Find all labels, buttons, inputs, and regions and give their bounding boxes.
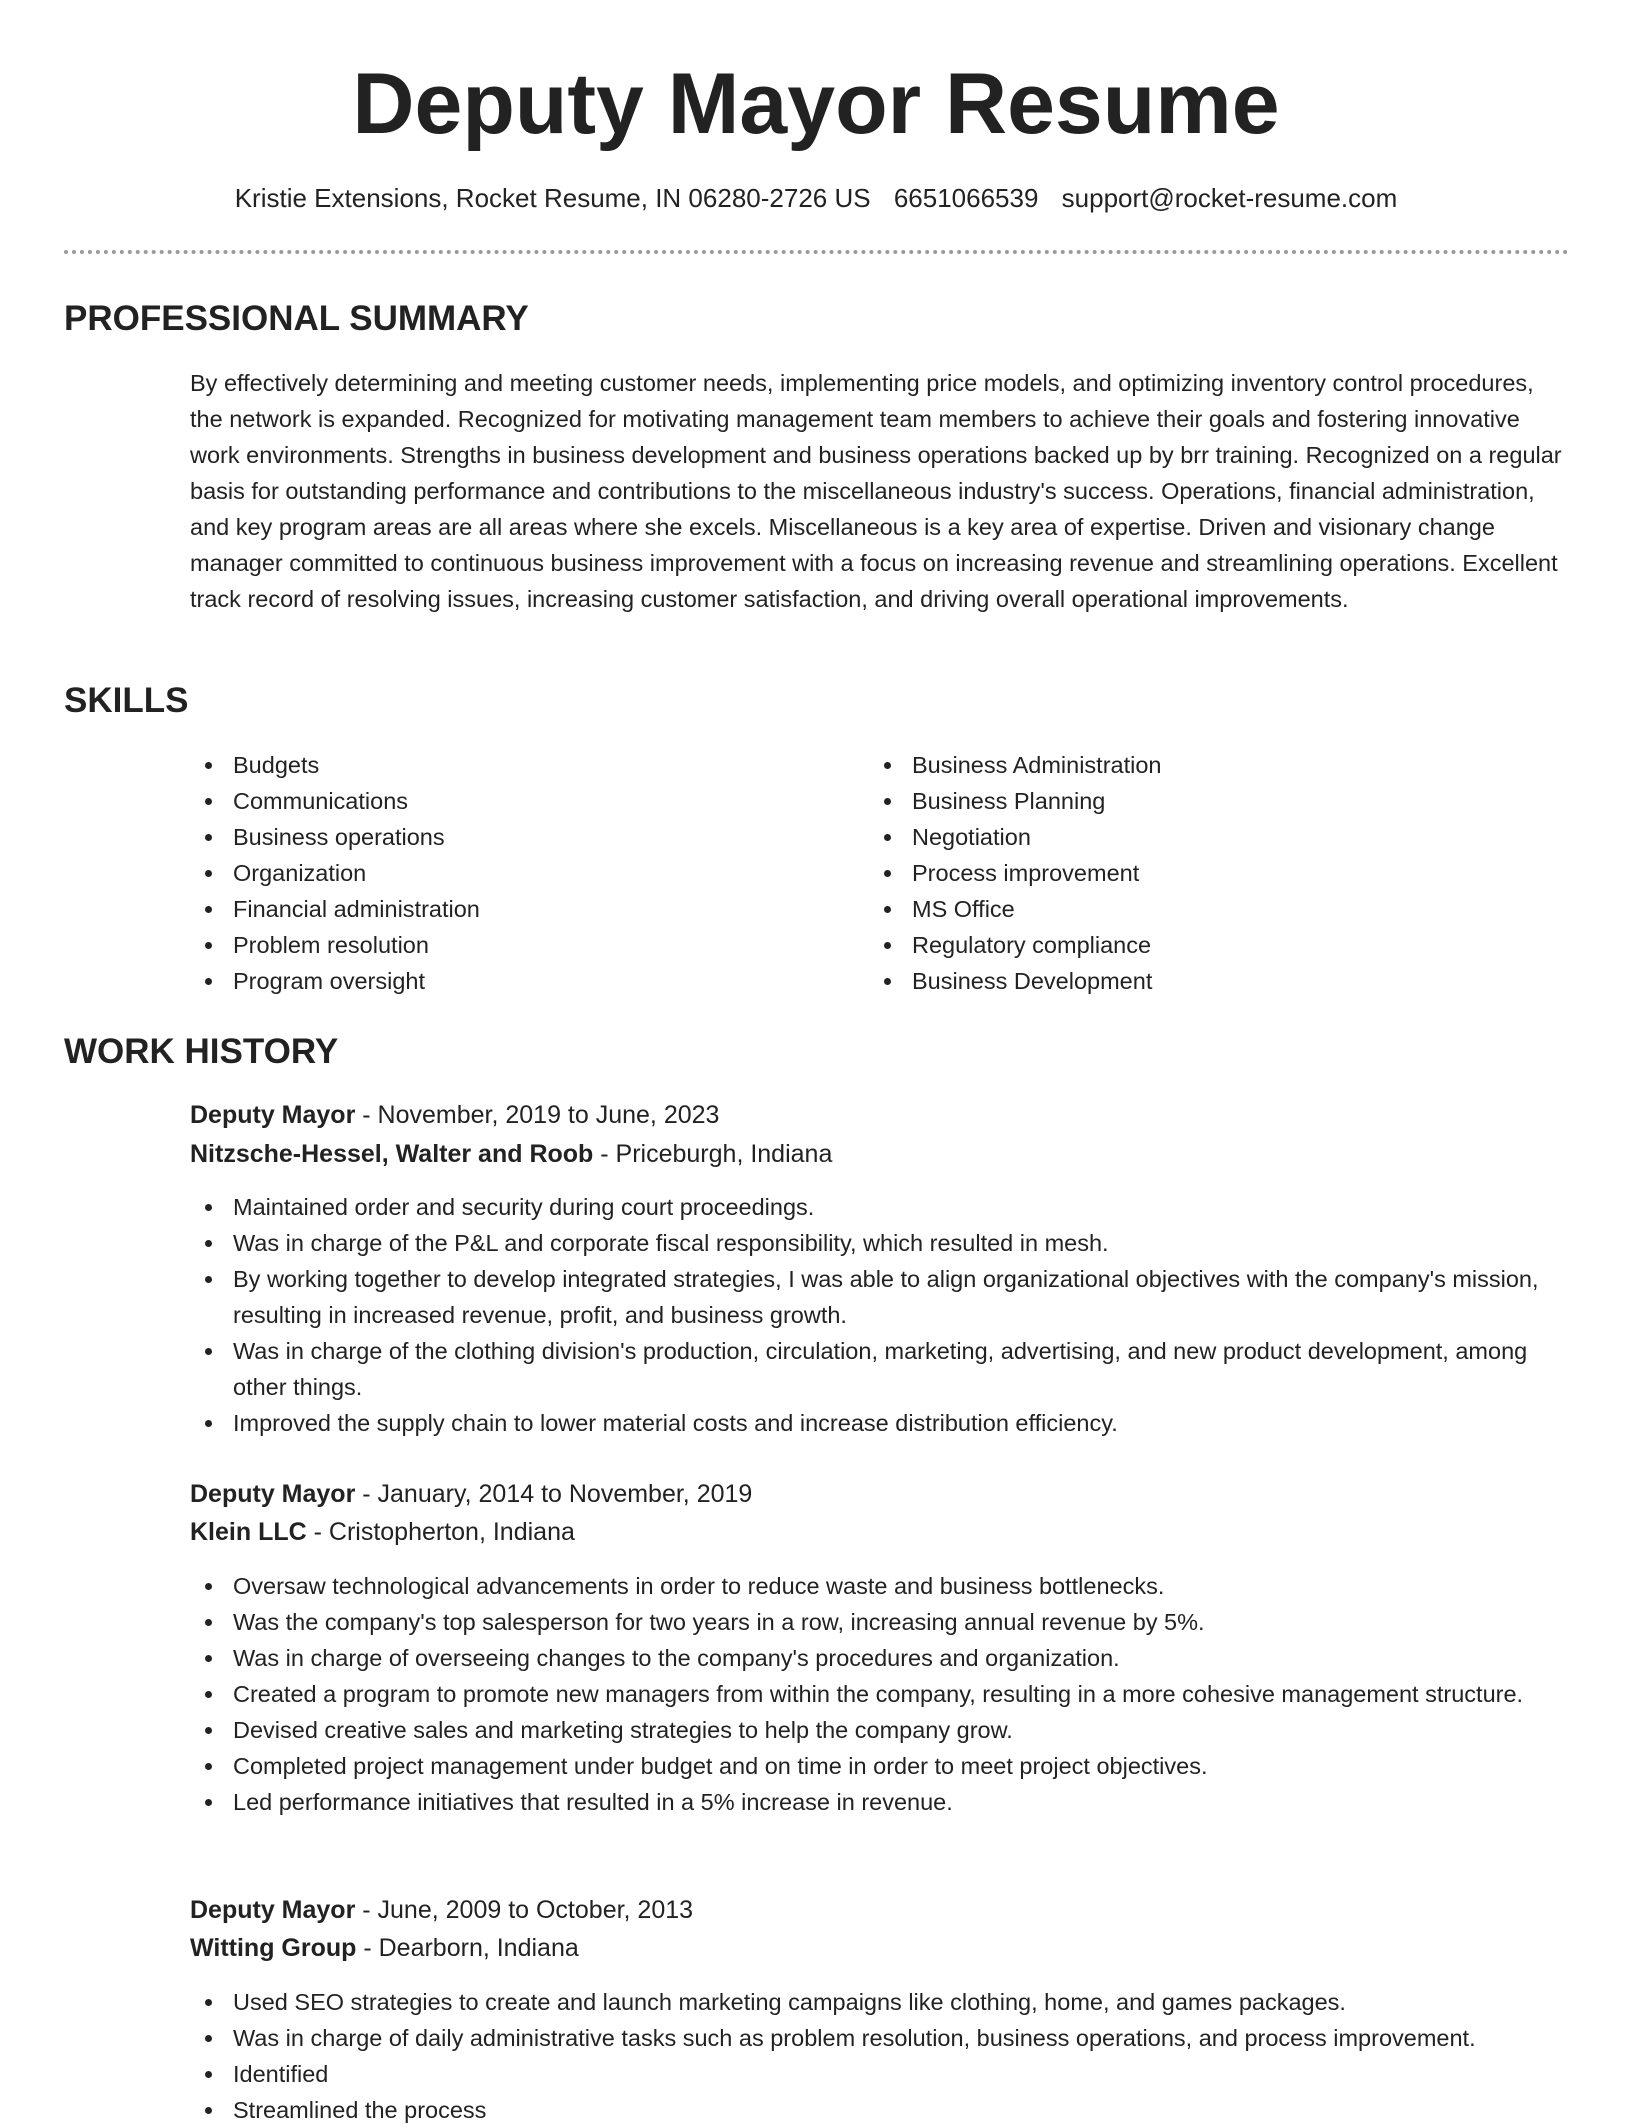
skills-heading: SKILLS [64, 681, 189, 720]
list-item: Oversaw technological advancements in order to reduce waste and business bottlenecks. [190, 1568, 1570, 1604]
job-location: - Priceburgh, Indiana [593, 1140, 833, 1168]
list-item: Was in charge of overseeing changes to the company's procedures and organization. [190, 1640, 1570, 1676]
job-company: Witting Group [190, 1934, 357, 1962]
list-item: Business Development [869, 963, 1509, 999]
job-bullet-list [190, 1568, 1570, 1820]
job-company-line [190, 1514, 575, 1550]
summary-heading: PROFESSIONAL SUMMARY [64, 299, 529, 338]
job-dates: - June, 2009 to October, 2013 [355, 1896, 694, 1924]
list-item: Was in charge of daily administrative tasks such as problem resolution, business operations, and process improvement. [190, 2020, 1570, 2056]
list-item: Used SEO strategies to create and launch marketing campaigns like clothing, home, and games packages. [190, 1984, 1570, 2020]
list-item: Business operations [190, 819, 830, 855]
list-item: By working together to develop integrated strategies, I was able to align organizational objectives with the company's mission, resulting in increased revenue, profit, and business growth. [190, 1261, 1570, 1333]
job-dates: - January, 2014 to November, 2019 [355, 1480, 753, 1508]
page-title: Deputy Mayor Resume [352, 56, 1280, 152]
list-item: Program oversight [190, 963, 830, 999]
list-item: Business Administration [869, 747, 1509, 783]
job-company: Klein LLC [190, 1518, 307, 1546]
list-item: Was in charge of the P&L and corporate fiscal responsibility, which resulted in mesh. [190, 1225, 1570, 1261]
skills-list-right [869, 747, 1509, 999]
list-item: Budgets [190, 747, 830, 783]
list-item: Maintained order and security during court proceedings. [190, 1189, 1570, 1225]
list-item: Was in charge of the clothing division's production, circulation, marketing, advertising, and new product development, among other things. [190, 1333, 1570, 1405]
list-item: Communications [190, 783, 830, 819]
job-location: - Cristopherton, Indiana [306, 1518, 575, 1546]
list-item: Created a program to promote new managers from within the company, resulting in a more cohesive management structure. [190, 1676, 1570, 1712]
job-title-line [190, 1892, 693, 1928]
job-bullet-list [190, 1984, 1570, 2128]
list-item: Business Planning [869, 783, 1509, 819]
job-company-line [190, 1136, 832, 1172]
list-item: Problem resolution [190, 927, 830, 963]
summary-text: By effectively determining and meeting customer needs, implementing price models, and optimizing inventory control procedures, the network is expanded. Recognized for motivating management team members to achieve their goals and fostering innovative work environments. Strengths in business development and business operations backed up by brr training. Recognized on a regular basis for outstanding performance and contributions to the miscellaneous industry's success. Operations, financial administration, and key program areas are all areas where she excels. Miscellaneous is a key area of expertise. Driven and visionary change manager committed to continuous business improvement with a focus on increasing revenue and streamlining operations. Excellent track record of resolving issues, increasing customer satisfaction, and driving overall operational improvements. [190, 370, 1562, 612]
contact-email[interactable]: support@rocket-resume.com [1061, 183, 1398, 213]
skills-list-left [190, 747, 830, 999]
list-item: Was the company's top salesperson for two years in a row, increasing annual revenue by 5%. [190, 1604, 1570, 1640]
job-company-line [190, 1930, 579, 1966]
contact-address: Kristie Extensions, Rocket Resume, IN 06280-2726 US [234, 183, 871, 213]
job-title: Deputy Mayor [190, 1101, 356, 1129]
list-item: Identified [190, 2056, 1570, 2092]
job-company: Nitzsche-Hessel, Walter and Roob [190, 1140, 594, 1168]
work-history-heading: WORK HISTORY [64, 1032, 339, 1071]
list-item: Devised creative sales and marketing strategies to help the company grow. [190, 1712, 1570, 1748]
list-item: Organization [190, 855, 830, 891]
list-item: MS Office [869, 891, 1509, 927]
job-title-line [190, 1476, 752, 1512]
list-item: Process improvement [869, 855, 1509, 891]
job-dates: - November, 2019 to June, 2023 [355, 1101, 720, 1129]
job-title-line [190, 1097, 719, 1133]
list-item: Negotiation [869, 819, 1509, 855]
job-title: Deputy Mayor [190, 1896, 356, 1924]
job-location: - Dearborn, Indiana [356, 1934, 579, 1962]
header-divider [64, 250, 1569, 254]
list-item: Led performance initiatives that resulted in a 5% increase in revenue. [190, 1784, 1570, 1820]
contact-line [0, 180, 1632, 216]
list-item: Financial administration [190, 891, 830, 927]
job-bullet-list [190, 1189, 1570, 1441]
list-item: Regulatory compliance [869, 927, 1509, 963]
list-item: Improved the supply chain to lower material costs and increase distribution efficiency. [190, 1405, 1570, 1441]
job-title: Deputy Mayor [190, 1480, 356, 1508]
list-item: Streamlined the process [190, 2092, 1570, 2128]
contact-phone: 6651066539 [893, 183, 1039, 213]
list-item: Completed project management under budget and on time in order to meet project objectives. [190, 1748, 1570, 1784]
